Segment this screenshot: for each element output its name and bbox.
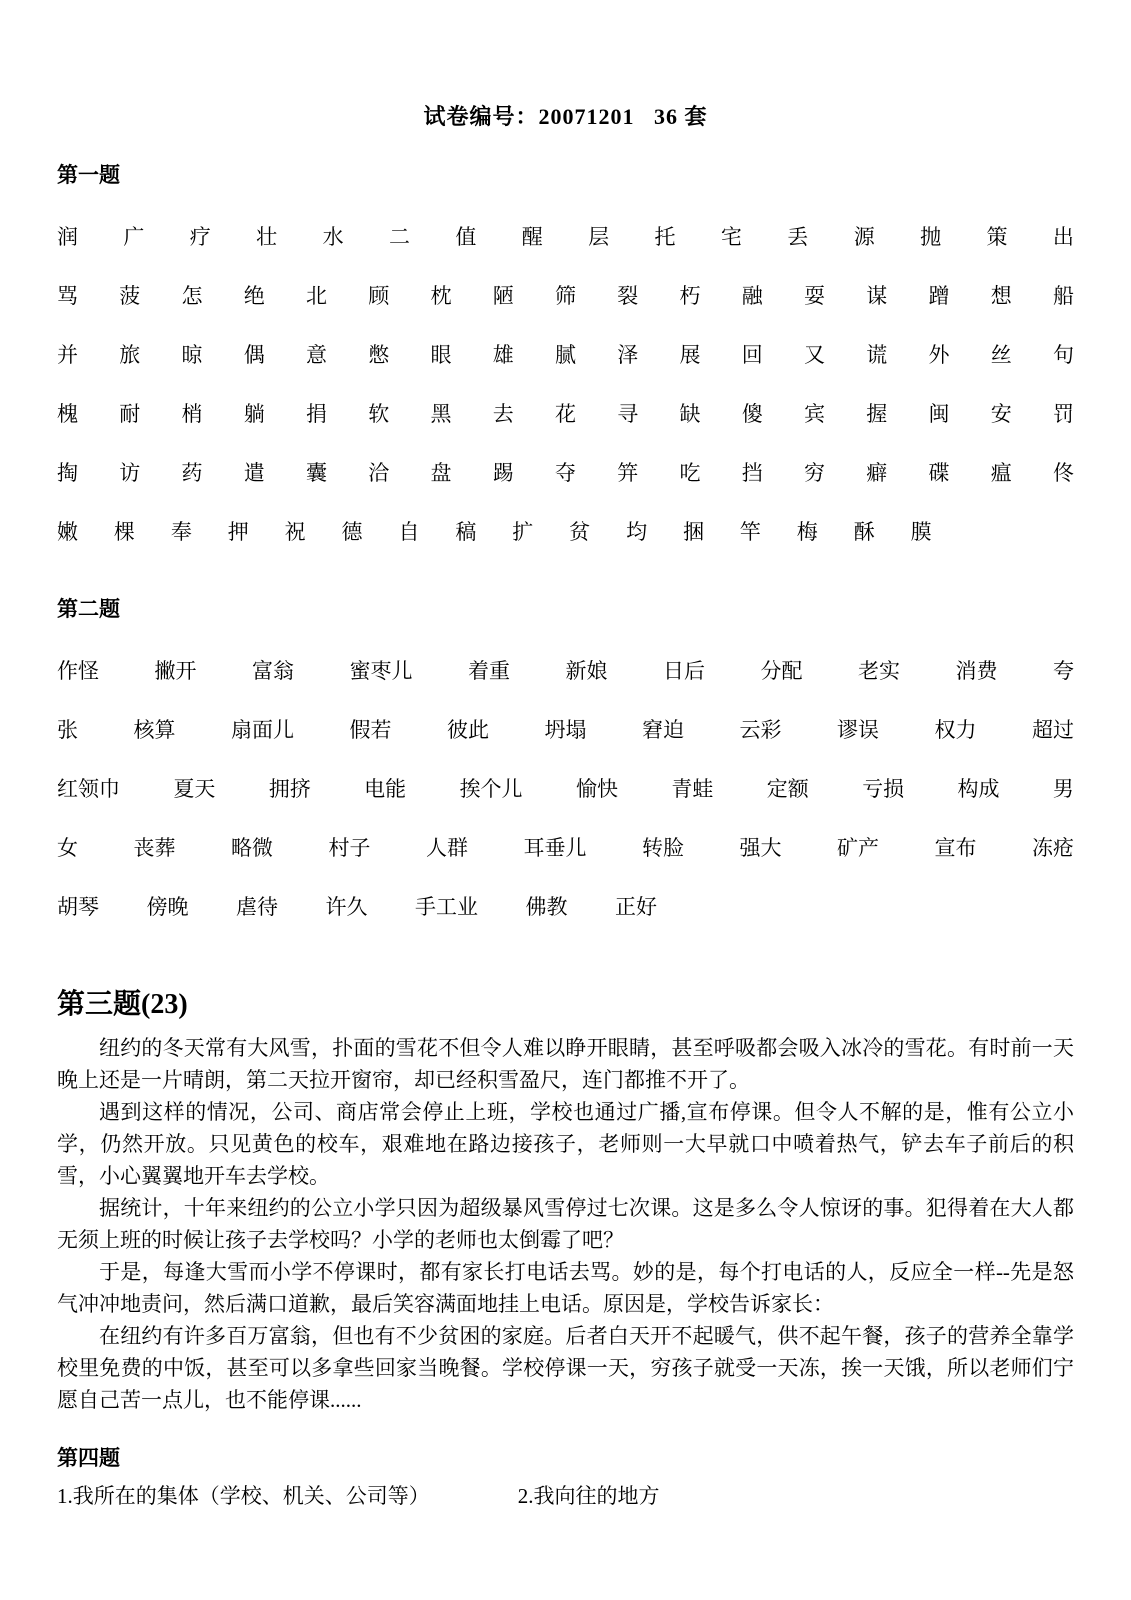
word: 耳垂儿 (523, 836, 587, 860)
character: 并 (57, 343, 78, 367)
speaking-topic: 1.我所在的集体（学校、机关、公司等） (57, 1484, 430, 1508)
char-row (57, 463, 1074, 484)
character: 晾 (181, 343, 203, 367)
character: 嫩 (57, 520, 78, 544)
character: 怎 (181, 284, 203, 308)
character: 扩 (512, 520, 534, 544)
character: 安 (990, 402, 1012, 426)
word: 富翁 (252, 659, 294, 683)
word: 彼此 (447, 718, 489, 742)
character: 耐 (119, 402, 141, 426)
word-row (57, 897, 657, 918)
character: 挡 (741, 461, 763, 485)
character: 访 (119, 461, 141, 485)
character: 黑 (430, 402, 452, 426)
word: 撇开 (154, 659, 197, 683)
word-row (57, 779, 1074, 800)
word: 略微 (231, 836, 273, 860)
character: 眼 (430, 343, 452, 367)
character: 谎 (866, 343, 888, 367)
word: 定额 (766, 777, 809, 801)
word: 坍塌 (544, 718, 587, 742)
character: 耍 (804, 284, 825, 308)
word: 愉快 (575, 777, 618, 801)
word: 日后 (663, 659, 705, 683)
character: 夺 (555, 461, 576, 485)
passage-paragraph: 于是，每逢大雪而小学不停课时，都有家长打电话去骂。妙的是，每个打电话的人，反应全一样--先是怒气冲冲地责问，然后满口道歉，最后笑容满面地挂上电话。原因是，学校告诉家长： (57, 1260, 1074, 1316)
character: 醒 (521, 225, 543, 249)
character: 傻 (741, 402, 763, 426)
character: 癖 (866, 461, 888, 485)
word-row (57, 720, 1074, 741)
character: 菠 (119, 284, 141, 308)
character: 躺 (243, 402, 265, 426)
character: 二 (388, 225, 410, 249)
character: 捐 (306, 402, 327, 426)
character: 碟 (928, 461, 950, 485)
character: 裂 (617, 284, 639, 308)
character: 竿 (739, 520, 761, 544)
word: 红领巾 (57, 777, 120, 801)
speaking-topics (57, 1480, 1074, 1510)
word: 佛教 (525, 895, 568, 919)
word: 拥挤 (268, 777, 311, 801)
character: 顾 (368, 284, 390, 308)
passage-paragraph: 纽约的冬天常有大风雪，扑面的雪花不但令人难以睁开眼睛，甚至呼吸都会吸入冰冷的雪花。有时前一天晚上还是一片晴朗，第二天拉开窗帘，却已经积雪盈尺，连门都推不开了。 (57, 1036, 1074, 1092)
word: 女 (57, 836, 78, 860)
character: 罚 (1053, 402, 1074, 426)
character: 北 (306, 284, 327, 308)
character: 壮 (256, 225, 278, 249)
character: 宾 (804, 402, 825, 426)
word: 云彩 (739, 718, 782, 742)
word: 超过 (1032, 718, 1074, 742)
character: 梢 (181, 402, 203, 426)
character: 槐 (57, 402, 78, 426)
character: 旅 (119, 343, 141, 367)
word: 着重 (468, 659, 510, 683)
word: 构成 (957, 777, 1000, 801)
character: 意 (306, 343, 327, 367)
character: 广 (123, 225, 145, 249)
word: 窘迫 (642, 718, 684, 742)
character: 贫 (569, 520, 591, 544)
character: 层 (588, 225, 610, 249)
word: 傍晚 (146, 895, 189, 919)
character: 均 (626, 520, 648, 544)
character: 腻 (555, 343, 576, 367)
word: 老实 (858, 659, 900, 683)
char-row (57, 227, 1074, 248)
passage-paragraph: 据统计，十年来纽约的公立小学只因为超级暴风雪停过七次课。这是多么令人惊讶的事。犯得着在大人都无须上班的时候让孩子去学校吗？小学的老师也太倒霉了吧？ (57, 1196, 1074, 1252)
character: 策 (986, 225, 1008, 249)
char-row (57, 404, 1074, 425)
speaking-topic: 2.我向往的地方 (517, 1484, 660, 1508)
character: 遣 (243, 461, 265, 485)
word: 宣布 (934, 836, 977, 860)
word: 分配 (760, 659, 803, 683)
character: 朽 (679, 284, 701, 308)
character: 掏 (57, 461, 78, 485)
character: 出 (1052, 225, 1074, 249)
character: 疗 (189, 225, 211, 249)
word: 权力 (934, 718, 977, 742)
word: 人群 (426, 836, 468, 860)
character: 押 (227, 520, 249, 544)
character: 憋 (368, 343, 390, 367)
character: 想 (990, 284, 1012, 308)
character: 偶 (243, 343, 265, 367)
character: 又 (804, 343, 825, 367)
character: 托 (654, 225, 676, 249)
character: 枕 (430, 284, 452, 308)
character: 筛 (555, 284, 576, 308)
word: 消费 (955, 659, 998, 683)
character: 去 (492, 402, 514, 426)
word: 作怪 (57, 659, 99, 683)
word: 夸 (1053, 659, 1074, 683)
word: 手工业 (415, 895, 478, 919)
character: 寻 (617, 402, 639, 426)
char-row (57, 522, 932, 543)
character: 闽 (928, 402, 950, 426)
character: 绝 (243, 284, 265, 308)
character: 外 (928, 343, 950, 367)
word: 谬误 (837, 718, 879, 742)
monosyllable-character-grid (57, 227, 1074, 543)
character: 雄 (492, 343, 514, 367)
character: 佟 (1053, 461, 1074, 485)
word: 夏天 (173, 777, 216, 801)
character: 融 (741, 284, 763, 308)
word: 电能 (364, 777, 407, 801)
passage-paragraph: 在纽约有许多百万富翁，但也有不少贫困的家庭。后者白天开不起暖气，供不起午餐，孩子的营养全靠学校里免费的中饭，甚至可以多拿些回家当晚餐。学校停课一天，穷孩子就受一天冻，挨一天饿，所以老师们宁愿自己苦一点儿，也不能停课...... (57, 1324, 1074, 1412)
word: 转脸 (642, 836, 684, 860)
character: 值 (455, 225, 477, 249)
character: 盘 (430, 461, 452, 485)
exam-paper-title: 试卷编号：20071201 36 套 (423, 104, 708, 129)
section-4-heading: 第四题 (57, 1446, 120, 1470)
character: 骂 (57, 284, 78, 308)
character: 药 (181, 461, 203, 485)
word: 青蛙 (671, 777, 714, 801)
word: 新娘 (565, 659, 608, 683)
character: 穷 (804, 461, 825, 485)
character: 蹭 (928, 284, 950, 308)
character: 展 (679, 343, 701, 367)
word: 扇面儿 (231, 718, 294, 742)
multisyllable-word-list (57, 661, 1074, 918)
character: 笄 (617, 461, 639, 485)
character: 丢 (787, 225, 809, 249)
character: 捆 (682, 520, 704, 544)
character: 瘟 (990, 461, 1012, 485)
character: 陋 (492, 284, 514, 308)
character: 踢 (492, 461, 514, 485)
word: 男 (1052, 777, 1074, 801)
section-2-heading: 第二题 (57, 597, 120, 621)
word: 强大 (739, 836, 782, 860)
character: 源 (853, 225, 875, 249)
character: 谋 (866, 284, 888, 308)
character: 抛 (920, 225, 942, 249)
character: 吃 (679, 461, 701, 485)
character: 花 (555, 402, 576, 426)
char-row (57, 345, 1074, 366)
word-row (57, 661, 1074, 682)
word: 正好 (615, 895, 657, 919)
character: 棵 (113, 520, 135, 544)
character: 奉 (170, 520, 192, 544)
character: 膜 (910, 520, 932, 544)
word: 矿产 (837, 836, 879, 860)
character: 句 (1053, 343, 1074, 367)
character: 稿 (455, 520, 477, 544)
passage-paragraph: 遇到这样的情况，公司、商店常会停止上班，学校也通过广播,宣布停课。但令人不解的是，惟有公立小学，仍然开放。只见黄色的校车，艰难地在路边接孩子，老师则一大早就口中喷着热气，铲去车子前后的积雪，小心翼翼地开车去学校。 (57, 1100, 1074, 1188)
character: 宅 (720, 225, 742, 249)
section-1-heading: 第一题 (57, 163, 120, 187)
word: 挨个儿 (459, 777, 523, 801)
word: 核算 (133, 718, 176, 742)
character: 自 (398, 520, 420, 544)
character: 水 (322, 225, 344, 249)
reading-passage (57, 1032, 1074, 1416)
character: 软 (368, 402, 390, 426)
character: 洽 (368, 461, 390, 485)
word: 假若 (349, 718, 392, 742)
character: 酥 (853, 520, 875, 544)
word: 张 (57, 718, 78, 742)
word: 许久 (325, 895, 368, 919)
character: 缺 (679, 402, 701, 426)
character: 德 (341, 520, 363, 544)
char-row (57, 286, 1074, 307)
word: 丧葬 (133, 836, 176, 860)
word-row (57, 838, 1074, 859)
character: 泽 (617, 343, 639, 367)
character: 祝 (284, 520, 306, 544)
character: 梅 (796, 520, 818, 544)
word: 村子 (328, 836, 371, 860)
character: 船 (1053, 284, 1074, 308)
word: 亏损 (862, 777, 905, 801)
word: 虐待 (236, 895, 278, 919)
word: 冻疮 (1032, 836, 1074, 860)
character: 囊 (306, 461, 327, 485)
character: 丝 (990, 343, 1012, 367)
word: 胡琴 (57, 895, 99, 919)
character: 握 (866, 402, 888, 426)
character: 润 (57, 225, 78, 249)
word: 蜜枣儿 (349, 659, 413, 683)
section-3-heading: 第三题(23) (57, 989, 188, 1020)
character: 回 (741, 343, 763, 367)
